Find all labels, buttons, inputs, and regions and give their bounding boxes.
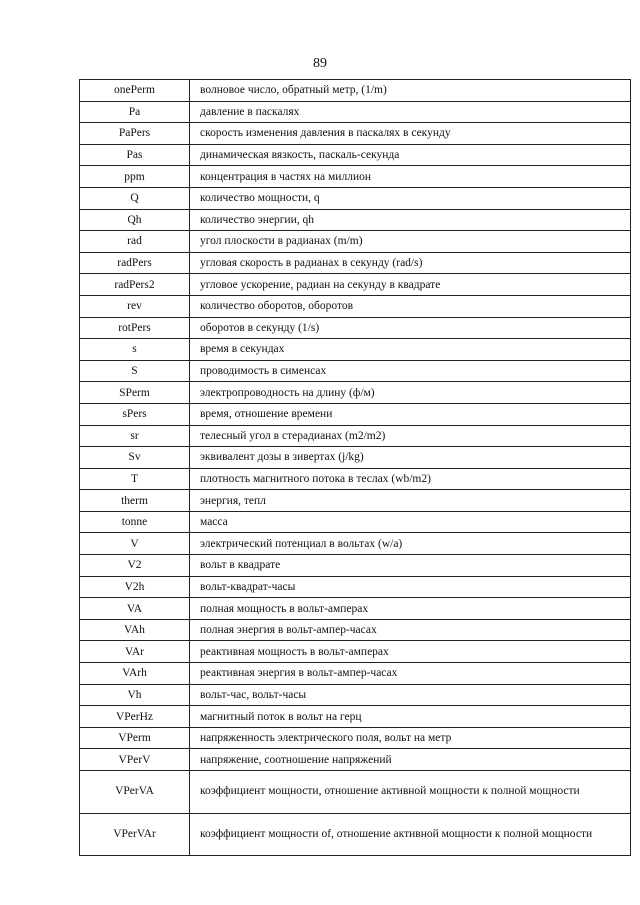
table-row [80, 684, 631, 706]
table-row [80, 209, 631, 231]
unit-description: эквивалент дозы в зивертах (j/kg) [190, 447, 631, 469]
table-row [80, 382, 631, 404]
unit-code: VAr [80, 641, 190, 663]
table-row [80, 468, 631, 490]
unit-code: rad [80, 231, 190, 253]
table-row [80, 576, 631, 598]
unit-description: количество энергии, qh [190, 209, 631, 231]
unit-code: rev [80, 295, 190, 317]
unit-code: VPerm [80, 727, 190, 749]
unit-description: скорость изменения давления в паскалях в секунду [190, 123, 631, 145]
unit-description: оборотов в секунду (1/s) [190, 317, 631, 339]
unit-description: энергия, тепл [190, 490, 631, 512]
page-number: 89 [313, 56, 327, 71]
unit-code: VPerHz [80, 706, 190, 728]
unit-code: VA [80, 598, 190, 620]
unit-code: s [80, 339, 190, 361]
table-row [80, 771, 631, 814]
unit-description: угол плоскости в радианах (m/m) [190, 231, 631, 253]
unit-description: полная энергия в вольт-ампер-часах [190, 619, 631, 641]
unit-code: T [80, 468, 190, 490]
unit-code: VPerVAr [80, 813, 190, 856]
unit-description: масса [190, 511, 631, 533]
unit-description: вольт-квадрат-часы [190, 576, 631, 598]
unit-description: вольт в квадрате [190, 555, 631, 577]
unit-description: плотность магнитного потока в теслах (wb/m2) [190, 468, 631, 490]
unit-code: Pa [80, 101, 190, 123]
table-row [80, 123, 631, 145]
unit-code: Q [80, 187, 190, 209]
table-row [80, 447, 631, 469]
unit-code: Vh [80, 684, 190, 706]
unit-description: коэффициент мощности of, отношение активной мощности к полной мощности [190, 813, 631, 856]
unit-code: radPers2 [80, 274, 190, 296]
table-row [80, 727, 631, 749]
table-row [80, 166, 631, 188]
table-row [80, 231, 631, 253]
table-row [80, 339, 631, 361]
unit-code: Sv [80, 447, 190, 469]
unit-description: напряжение, соотношение напряжений [190, 749, 631, 771]
unit-description: телесный угол в стерадианах (m2/m2) [190, 425, 631, 447]
unit-code: VAh [80, 619, 190, 641]
unit-description: электрический потенциал в вольтах (w/a) [190, 533, 631, 555]
unit-code: VPerV [80, 749, 190, 771]
table-row [80, 598, 631, 620]
unit-description: проводимость в сименсах [190, 360, 631, 382]
table-row [80, 511, 631, 533]
table-row [80, 533, 631, 555]
unit-code: onePerm [80, 80, 190, 102]
unit-code: sr [80, 425, 190, 447]
table-row [80, 101, 631, 123]
unit-code: S [80, 360, 190, 382]
table-row [80, 274, 631, 296]
unit-code: Pas [80, 144, 190, 166]
unit-description: количество оборотов, оборотов [190, 295, 631, 317]
table-row [80, 80, 631, 102]
unit-code: SPerm [80, 382, 190, 404]
unit-description: угловая скорость в радианах в секунду (rad/s) [190, 252, 631, 274]
unit-description: волновое число, обратный метр, (1/m) [190, 80, 631, 102]
unit-description: электропроводность на длину (ф/м) [190, 382, 631, 404]
unit-code: rotPers [80, 317, 190, 339]
unit-description: напряженность электрического поля, вольт на метр [190, 727, 631, 749]
unit-description: вольт-час, вольт-часы [190, 684, 631, 706]
unit-code: V2 [80, 555, 190, 577]
table-row [80, 619, 631, 641]
table-row [80, 555, 631, 577]
unit-description: динамическая вязкость, паскаль-секунда [190, 144, 631, 166]
table-row [80, 295, 631, 317]
table-row [80, 403, 631, 425]
unit-code: ppm [80, 166, 190, 188]
unit-description: время в секундах [190, 339, 631, 361]
unit-code: radPers [80, 252, 190, 274]
unit-code: V2h [80, 576, 190, 598]
table-row [80, 490, 631, 512]
unit-code: VPerVA [80, 771, 190, 814]
table-row [80, 813, 631, 856]
table-row [80, 749, 631, 771]
unit-code: PaPers [80, 123, 190, 145]
units-table [79, 79, 631, 856]
unit-description: количество мощности, q [190, 187, 631, 209]
unit-code: sPers [80, 403, 190, 425]
table-row [80, 663, 631, 685]
table-row [80, 425, 631, 447]
units-table-body [80, 80, 631, 856]
unit-description: коэффициент мощности, отношение активной мощности к полной мощности [190, 771, 631, 814]
unit-code: V [80, 533, 190, 555]
unit-code: Qh [80, 209, 190, 231]
unit-description: полная мощность в вольт-амперах [190, 598, 631, 620]
unit-description: время, отношение времени [190, 403, 631, 425]
unit-description: реактивная энергия в вольт-ампер-часах [190, 663, 631, 685]
unit-description: концентрация в частях на миллион [190, 166, 631, 188]
table-row [80, 360, 631, 382]
unit-code: therm [80, 490, 190, 512]
table-row [80, 144, 631, 166]
unit-code: tonne [80, 511, 190, 533]
unit-description: реактивная мощность в вольт-амперах [190, 641, 631, 663]
table-row [80, 641, 631, 663]
unit-description: магнитный поток в вольт на герц [190, 706, 631, 728]
unit-code: VArh [80, 663, 190, 685]
table-row [80, 187, 631, 209]
table-row [80, 706, 631, 728]
table-row [80, 252, 631, 274]
table-row [80, 317, 631, 339]
unit-description: давление в паскалях [190, 101, 631, 123]
unit-description: угловое ускорение, радиан на секунду в квадрате [190, 274, 631, 296]
